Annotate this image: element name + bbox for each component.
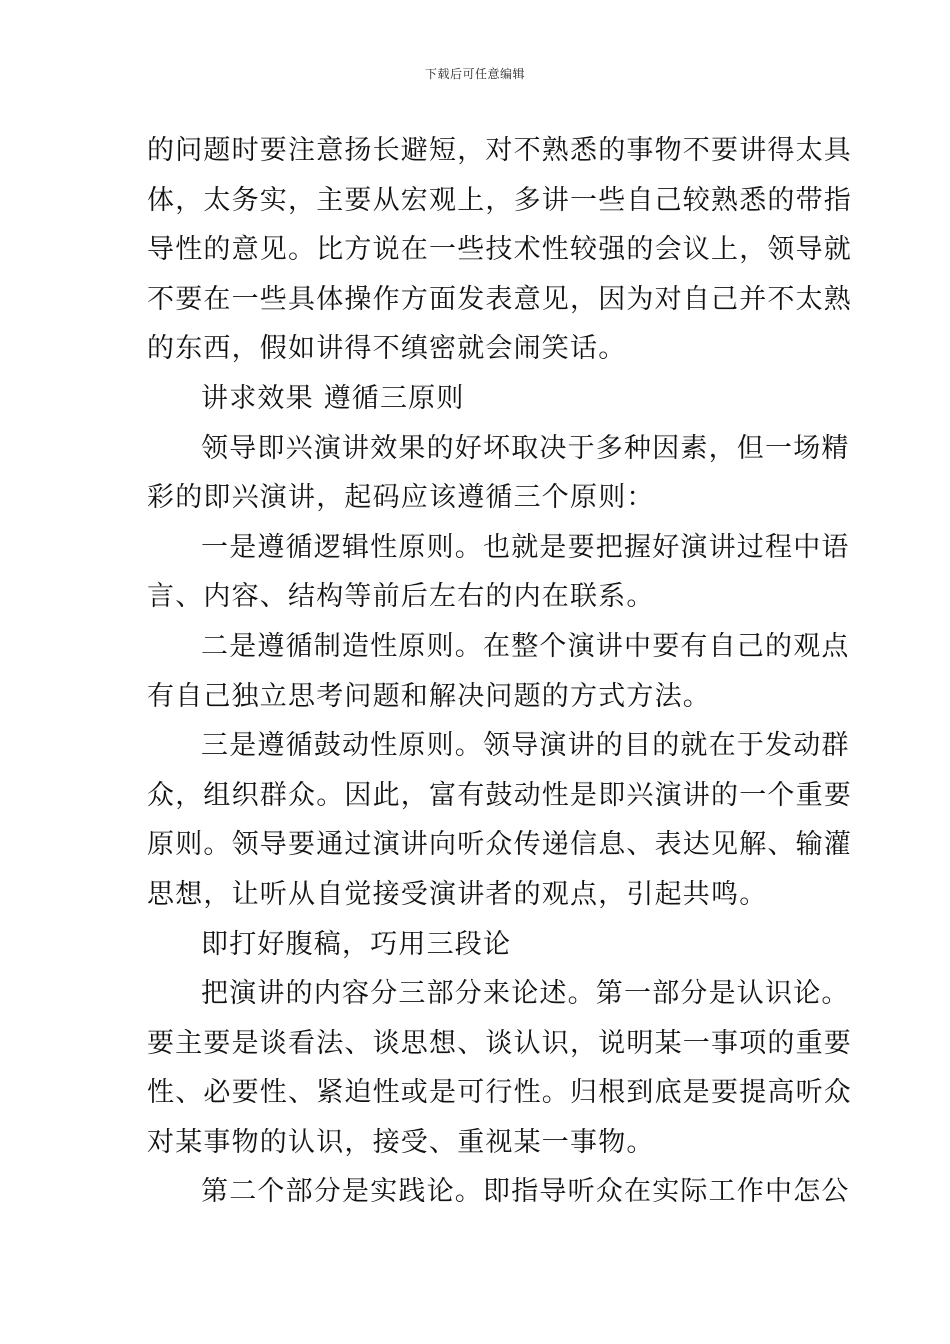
text-line: 众，组织群众。因此，富有鼓动性是即兴演讲的一个重要 bbox=[147, 779, 852, 811]
text-line: 思想，让听从自觉接受演讲者的观点，引起共鸣。 bbox=[147, 878, 768, 910]
paragraph bbox=[147, 969, 852, 1167]
text-line: 领导即兴演讲效果的好坏取决于多种因素，但一场精 bbox=[201, 432, 850, 464]
text-line: 第二个部分是实践论。即指导听众在实际工作中怎公 bbox=[201, 1176, 850, 1208]
paragraph bbox=[147, 721, 852, 919]
section-heading bbox=[147, 374, 807, 424]
text-line: 对某事物的认识，接受、重视某一事物。 bbox=[147, 1126, 655, 1158]
paragraph bbox=[147, 126, 852, 374]
paragraph bbox=[147, 1167, 850, 1217]
paragraph bbox=[147, 424, 850, 523]
text-line: 有自己独立思考问题和解决问题的方式方法。 bbox=[147, 680, 711, 712]
text-line: 体，太务实，主要从宏观上，多讲一些自己较熟悉的带指 bbox=[147, 184, 852, 216]
text-line: 的问题时要注意扬长避短，对不熟悉的事物不要讲得太具 bbox=[147, 135, 852, 166]
paragraph bbox=[147, 622, 850, 721]
text-line: 一是遵循逻辑性原则。也就是要把握好演讲过程中语 bbox=[201, 531, 850, 563]
page-header: 下载后可任意编辑 bbox=[424, 67, 525, 81]
text-line: 二是遵循制造性原则。在整个演讲中要有自己的观点 bbox=[201, 630, 850, 662]
text-line: 把演讲的内容分三部分来论述。第一部分是认识论。 bbox=[201, 978, 850, 1010]
text-line: 彩的即兴演讲，起码应该遵循三个原则： bbox=[147, 482, 655, 514]
text-line: 即打好腹稿，巧用三段论 bbox=[201, 928, 512, 960]
text-line: 导性的意见。比方说在一些技术性较强的会议上，领导就 bbox=[147, 234, 852, 266]
text-line: 不要在一些具体操作方面发表意见，因为对自己并不太熟 bbox=[147, 283, 852, 315]
text-line: 性、必要性、紧迫性或是可行性。归根到底是要提高听众 bbox=[147, 1077, 852, 1109]
document-body bbox=[147, 126, 852, 1217]
section-heading bbox=[147, 920, 807, 970]
text-line: 原则。领导要通过演讲向听众传递信息、表达见解、输灌 bbox=[147, 829, 852, 861]
text-line: 讲求效果 遵循三原则 bbox=[201, 382, 465, 414]
text-line: 要主要是谈看法、谈思想、谈认识，说明某一事项的重要 bbox=[147, 1027, 852, 1059]
paragraph bbox=[147, 523, 850, 622]
text-line: 的东西，假如讲得不缜密就会闹笑话。 bbox=[147, 333, 627, 365]
text-line: 三是遵循鼓动性原则。领导演讲的目的就在于发动群 bbox=[201, 730, 850, 762]
text-line: 言、内容、结构等前后左右的内在联系。 bbox=[147, 581, 655, 613]
